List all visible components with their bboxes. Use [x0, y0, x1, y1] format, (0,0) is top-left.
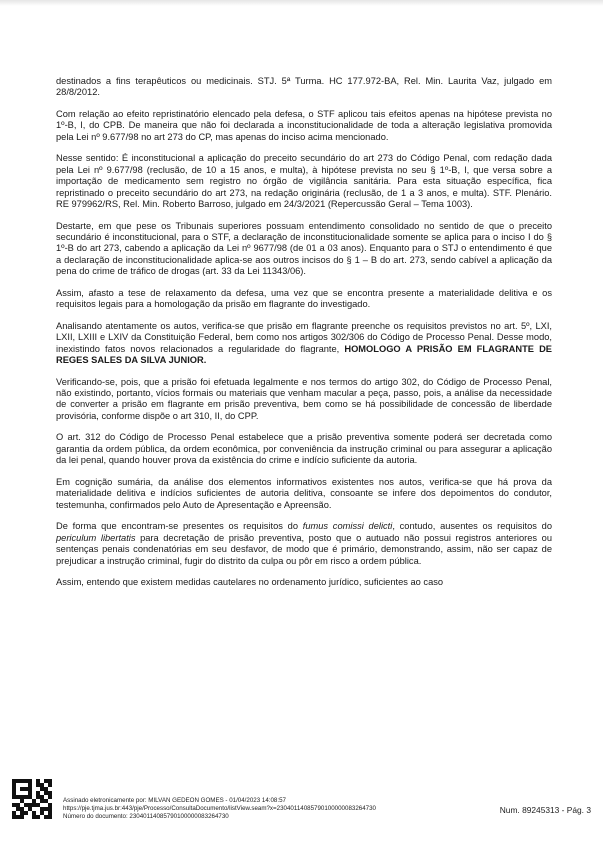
signed-by: Assinado eletronicamente por: MILVAN GEDEON GOMES - 01/04/2023 14:08:57 — [63, 797, 286, 804]
paragraph-3: Nesse sentido: É inconstitucional a aplicação do preceito secundário do art 273 do Código Penal, com redação dada pela Lei nº 9.677/98 (reclusão, de 10 a 15 anos, e multa), à hipótese prevista no seu § 1º-B, I, que versa sobre a importação de medicamento sem registro no órgão de vigilância sanitária. Para esta situação específica, fica repristinado o preceito secundário do art 273, na redação originária (reclusão, de 1 a 3 anos, e multa). STF. Plenário. RE 979962/RS, Rel. Min. Roberto Barroso, julgado em 24/3/2021 (Repercussão Geral – Tema 1003). — [56, 153, 552, 210]
signature-footer — [12, 779, 597, 827]
paragraph-7: Verificando-se, pois, que a prisão foi efetuada legalmente e nos termos do artigo 302, do Código de Processo Penal, não existindo, portanto, vícios formais ou materiais que venham macular a peça, passo, pois, a análise da necessidade de converter a prisão em flagrante em prisão preventiva, bem como se há possibilidade de concessão de liberdade provisória, conforme dispõe o art 310, II, do CPP. — [56, 376, 552, 421]
paragraph-2: Com relação ao efeito repristinatório elencado pela defesa, o STF aplicou tais efeitos apenas na hipótese prevista no 1º-B, I, do CPB. De maneira que não foi declarada a inconstitucionalidade de toda a alteração legislativa promovida pela Lei nº 9.677/98 no art 273 do CP, mas apenas do inciso acima mencionado. — [56, 109, 552, 142]
homologation-verdict: HOMOLOGO A PRISÃO EM FLAGRANTE DE REGES SALES DA SILVA JUNIOR. — [56, 343, 552, 366]
paragraph-6 — [56, 321, 552, 367]
document-number: Número do documento: 23040114085790100000083264730 — [63, 813, 229, 821]
page-top-shadow — [0, 0, 603, 6]
fumus-term: fumus comissi delicti — [302, 521, 393, 532]
paragraph-11: Assim, entendo que existem medidas cautelares no ordenamento jurídico, suficientes ao caso — [56, 577, 444, 588]
periculum-term: periculum libertatis — [56, 532, 136, 543]
paragraph-9: Em cognição sumária, da análise dos elementos informativos existentes nos autos, verifica-se que há prova da materialidade delitiva e indícios suficientes de autoria delitiva, consoante se infere dos depoimentos do condutor, testemunha, confirmados pelo Auto de Apresentação e Apreensão. — [56, 476, 552, 510]
paragraph-6-text: Analisando atentamente os autos, verifica-se que prisão em flagrante preenche os requisitos previstos no art. 5º, LXI, LXII, LXIII e LXIV da Constituição Federal, bem como nos artigos 302/306 do Código de Processo Penal. Desse modo, inexistindo fatos novos relacionados a regularidade do flagrante, — [56, 320, 552, 354]
paragraph-10-part-c: para decretação de prisão preventiva, posto que o autuado não possui registros anteriores ou sentenças penais condenatórias em seu desfavor, de modo que é primário, demonstrando, assim, não ser capaz de prejudicar a instrução criminal, fugir do distrito da culpa ou pôr em risco a ordem pública. — [56, 532, 552, 566]
paragraph-5: Assim, afasto a tese de relaxamento da defesa, uma vez que se encontra presente a materialidade delitiva e os requisitos legais para a homologação da prisão em flagrante do investigado. — [56, 287, 552, 310]
document-url[interactable]: https://pje.tjma.jus.br:443/pje/Processo/ConsultaDocumento/listView.seam?x=23040114085790100000083264730 — [63, 805, 376, 813]
paragraph-10-part-b: , contudo, ausentes os requisitos do — [392, 521, 552, 532]
paragraph-8: O art. 312 do Código de Processo Penal estabelece que a prisão preventiva somente poderá ser decretada como garantia da ordem pública, da ordem econômica, por conveniência da instrução criminal ou para assegurar a aplicação da lei penal, quando houver prova da existência do crime e indício suficiente da autoria. — [56, 432, 552, 466]
qr-code-icon[interactable] — [12, 779, 52, 819]
paragraph-10-part-a: De forma que encontram-se presentes os requisitos do — [56, 521, 303, 532]
page-number: Num. 89245313 - Pág. 3 — [499, 805, 591, 815]
paragraph-10 — [56, 521, 552, 567]
paragraph-1: destinados a fins terapêuticos ou medicinais. STJ. 5ª Turma. HC 177.972-BA, Rel. Min. Laurita Vaz, julgado em 28/8/2012. — [56, 76, 552, 98]
signature-block — [63, 797, 376, 822]
paragraph-4: Destarte, em que pese os Tribunais superiores possuam entendimento consolidado no sentido de que o preceito secundário é inconstitucional, para o STF, a declaração de inconstitucionalidade somente se aplica para o inciso I do § 1º-B do art 273, cabendo a aplicação da Lei nº 9677/98 (de 01 a 03 anos). Enquanto para o STJ o entendimento é que a declaração de inconstitucionalidade aplica-se aos outros incisos do § 1 – B do art. 273, sendo cabível a aplicação da pena do crime de tráfico de drogas (art. 33 da Lei 11343/06). — [56, 220, 552, 277]
document-body — [56, 76, 552, 599]
